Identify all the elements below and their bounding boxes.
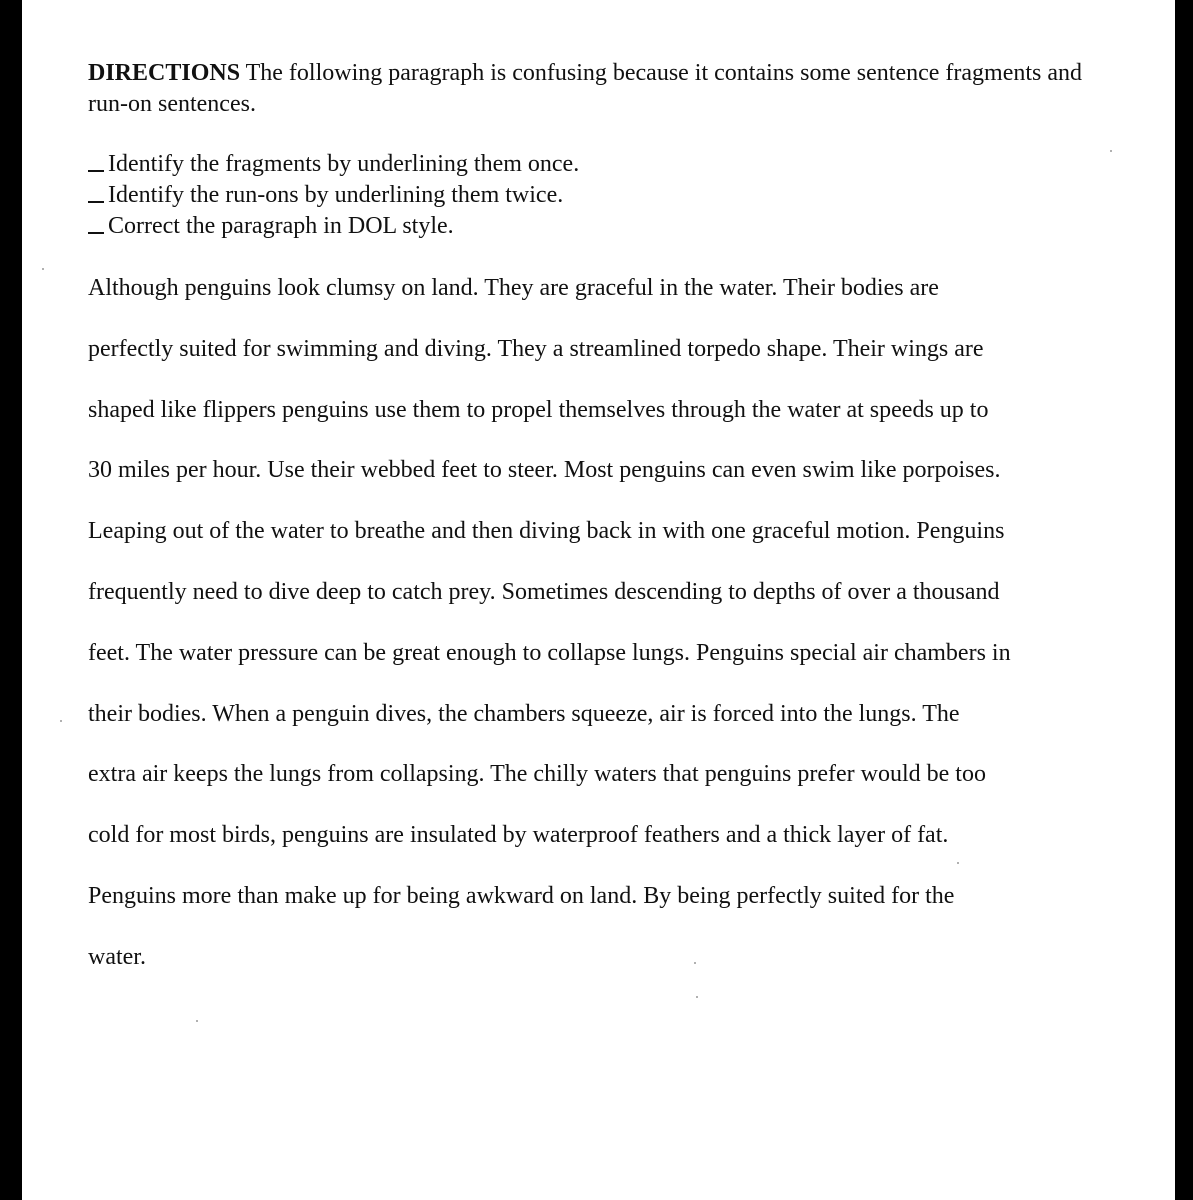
checkbox-blank (88, 170, 104, 172)
paragraph-line: frequently need to dive deep to catch prey. Sometimes descending to depths of over a thousand (88, 578, 1000, 605)
paragraph-line: cold for most birds, penguins are insulated by waterproof feathers and a thick layer of fat. (88, 822, 949, 849)
directions (88, 58, 1088, 120)
checkbox-blank (88, 201, 104, 203)
penguin-paragraph (88, 268, 1108, 998)
speck-mark (694, 962, 696, 964)
task-item (88, 180, 1088, 211)
paragraph-line: water. (88, 943, 146, 970)
speck-mark (957, 862, 959, 864)
task-label: Identify the fragments by underlining them once. (108, 151, 580, 177)
speck-mark (42, 268, 44, 270)
task-label: Correct the paragraph in DOL style. (108, 213, 454, 239)
paragraph-line: perfectly suited for swimming and diving. They a streamlined torpedo shape. Their wings are (88, 335, 984, 362)
paragraph-line: Penguins more than make up for being awkward on land. By being perfectly suited for the (88, 882, 955, 909)
paragraph-line: Leaping out of the water to breathe and then diving back in with one graceful motion. Penguins (88, 518, 1005, 545)
task-item (88, 211, 1088, 242)
directions-label: DIRECTIONS (88, 60, 241, 86)
speck-mark (1110, 150, 1112, 152)
directions-text: The following paragraph is confusing because it contains some sentence fragments and run-on sentences. (88, 60, 1083, 117)
task-checklist (88, 149, 1088, 242)
speck-mark (696, 996, 698, 998)
paragraph-line: their bodies. When a penguin dives, the chambers squeeze, air is forced into the lungs. The (88, 700, 960, 727)
worksheet-page (22, 0, 1175, 1200)
speck-mark (60, 720, 62, 722)
paragraph-line: extra air keeps the lungs from collapsing. The chilly waters that penguins prefer would be too (88, 761, 986, 788)
paragraph-line: Although penguins look clumsy on land. They are graceful in the water. Their bodies are (88, 275, 939, 301)
paragraph-line: 30 miles per hour. Use their webbed feet to steer. Most penguins can even swim like porpoises. (88, 457, 1001, 484)
paragraph-line: shaped like flippers penguins use them to propel themselves through the water at speeds up to (88, 396, 989, 423)
checkbox-blank (88, 232, 104, 234)
task-label: Identify the run-ons by underlining them twice. (108, 182, 564, 208)
task-item (88, 149, 1088, 180)
paragraph-line: feet. The water pressure can be great enough to collapse lungs. Penguins special air chambers in (88, 639, 1011, 666)
speck-mark (196, 1020, 198, 1022)
